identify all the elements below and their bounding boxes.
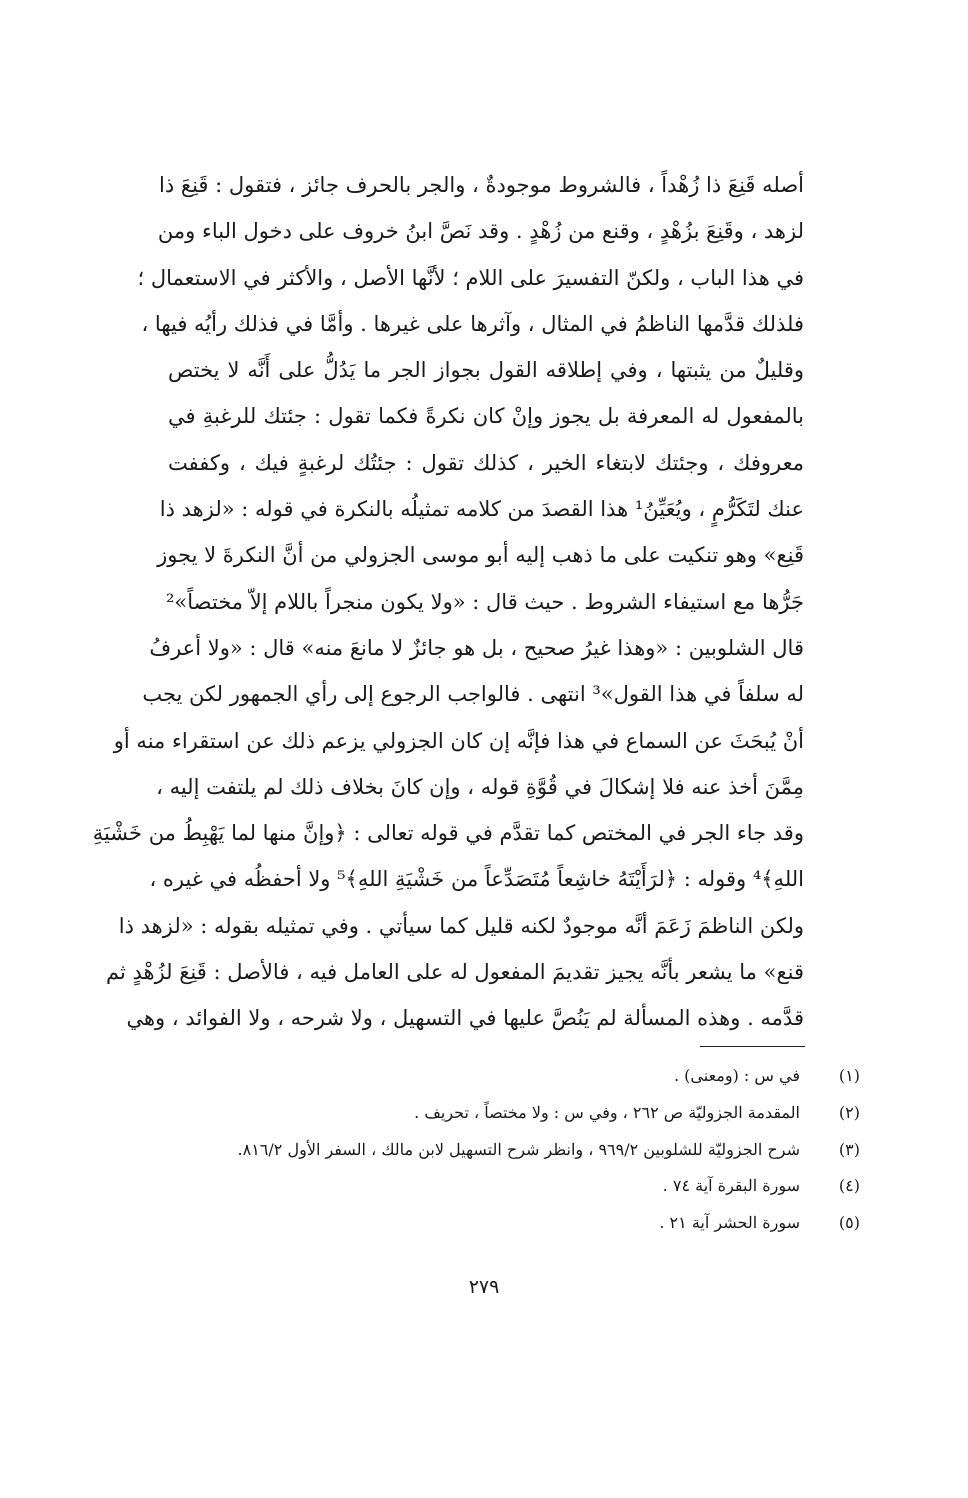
footnotes [180, 1058, 860, 1242]
footnote-text: في س : (ومعنى) . [674, 1066, 800, 1085]
footnote-text: سورة الحشر آية ٢١ . [659, 1213, 800, 1233]
text-line: فلذلك قدَّمها الناظمُ في المثال ، وآثرها على غيرها . وأمَّا في فذلك رأيُه فيها ، [141, 311, 804, 336]
footnote-separator [700, 1046, 805, 1047]
footnote-number: (٤) [838, 1176, 860, 1196]
footnote [180, 1168, 860, 1205]
text-line: أصله قَنِعَ ذا زُهْداً ، فالشروط موجودةٌ ، والجر بالحرف جائز ، فتقول : قَنِعَ ذا [159, 173, 804, 197]
text-line: قال الشلوبين : «وهذا غيرُ صحيح ، بل هو جائزٌ لا مانعَ منه» قال : «ولا أعرفُ [149, 635, 804, 660]
footnote-text: شرح الجزوليّة للشلوبين ٩٦٩/٢ ، وانظر شرح التسهيل لابن مالك ، السفر الأول ٨١٦/٢. [237, 1139, 800, 1159]
text-line: قنع» ما يشعر بأنَّه يجيز تقديمَ المفعول له على العامل فيه ، فالأصل : قَنِعَ لزُهْدٍ ثم [105, 960, 804, 985]
text-line: جَرُّها مع استيفاء الشروط . حيث قال : «ولا يكون منجراً باللام إلاّ مختصاً»² [166, 589, 804, 614]
footnote [180, 1132, 860, 1169]
footnote-number: (٢) [838, 1102, 860, 1122]
text-line: وقد جاء الجر في المختص كما تقدَّم في قوله تعالى : ﴿وإنَّ منها لما يَهْبِطُ من خَشْيَةِ [92, 821, 804, 846]
text-line: معروفك ، وجئتك لابتغاء الخير ، كذلك تقول : جئتُك لرغبةٍ فيك ، وكففت [168, 450, 804, 475]
main-text-block [92, 162, 804, 1042]
text-line: له سلفاً في هذا القول»³ انتهى . فالواجب الرجوع إلى رأي الجمهور لكن يجب [142, 682, 804, 707]
text-line: اللهِ﴾⁴ وقوله : ﴿لرَأَيْتَهُ خاشِعاً مُتَصَدِّعاً من خَشْيَةِ اللهِ﴾⁵ ولا أحفظُه في غيره ، [149, 867, 804, 892]
footnote-number: (٥) [838, 1213, 860, 1233]
footnote [180, 1205, 860, 1242]
footnote-text: المقدمة الجزوليّة ص ٢٦٢ ، وفي س : ولا مختصاً ، تحريف . [414, 1102, 800, 1122]
text-line: قَنِع» وهو تنكيت على ما ذهب إليه أبو موسى الجزولي من أنَّ النكرةَ لا يجوز [157, 543, 804, 568]
text-line: في هذا الباب ، ولكنّ التفسيرَ على اللام ؛ لأنَّها الأصل ، والأكثر في الاستعمال ؛ [137, 265, 804, 290]
footnote-text: سورة البقرة آية ٧٤ . [662, 1176, 800, 1196]
text-line: عنك لتَكَرُّمٍ ، ويُعَيِّنُ¹ هذا القصدَ من كلامه تمثيلُه بالنكرة في قوله : «لزهد ذا [159, 497, 804, 522]
text-line: بالمفعول له المعرفة بل يجوز وإنْ كان نكرةً فكما تقول : جئتك للرغبةِ في [168, 404, 804, 429]
page-number: ٢٧٩ [468, 1276, 500, 1298]
footnote [180, 1058, 860, 1095]
text-line: وقليلٌ من يثبتها ، وفي إطلاقه القول بجواز الجر ما يَدُلُّ على أَنَّه لا يختص [168, 358, 804, 383]
text-line: لزهد ، وقَنِعَ بزُهْدٍ ، وقنع من زُهْدٍ . وقد نَصَّ ابنُ خروف على دخول الباء ومن [157, 219, 804, 244]
footnote-number: (٣) [838, 1139, 860, 1159]
text-line: ولكن الناظمَ زَعَمَ أنَّه موجودٌ لكنه قليل كما سيأتي . وفي تمثيله بقوله : «لزهد ذا [118, 913, 804, 938]
footnote [180, 1095, 860, 1132]
text-line: قدَّمه . وهذه المسألة لم يَنُصَّ عليها في التسهيل ، ولا شرحه ، ولا الفوائد ، وهي [126, 1006, 804, 1031]
text-line: مِمَّنَ أخذ عنه فلا إشكالَ في قُوَّةِ قوله ، وإن كانَ بخلاف ذلك لم يلتفت إليه ، [156, 774, 804, 799]
footnote-number: (١) [838, 1066, 860, 1085]
text-line: أنْ يُبحَثَ عن السماع في هذا فإنَّه إن كان الجزولي يزعم ذلك عن استقراء منه أو [113, 728, 804, 753]
